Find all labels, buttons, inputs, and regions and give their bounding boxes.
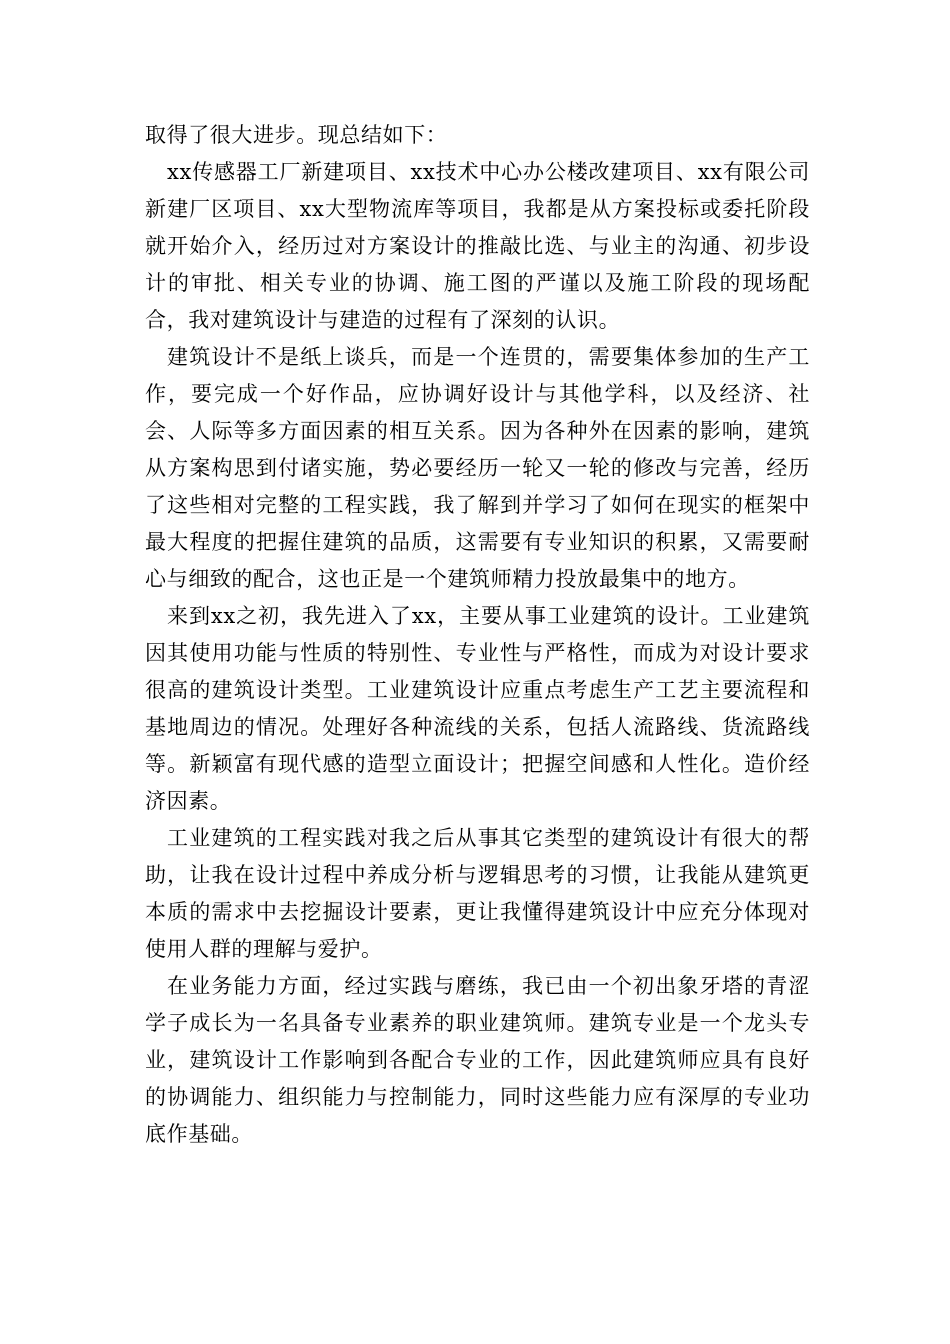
- paragraph-design-practice: 建筑设计不是纸上谈兵，而是一个连贯的，需要集体参加的生产工作，要完成一个好作品，应协调好设计与其他学科，以及经济、社会、人际等多方面因素的相互关系。因为各种外在因素的影响，建筑从方案构思到付诸实施，势必要经历一轮又一轮的修改与完善，经历了这些相对完整的工程实践，我了解到并学习了如何在现实的框架中最大程度的把握住建筑的品质，这需要有专业知识的积累，又需要耐心与细致的配合，这也正是一个建筑师精力投放最集中的地方。: [145, 345, 810, 591]
- paragraph-industrial-experience: 工业建筑的工程实践对我之后从事其它类型的建筑设计有很大的帮助，让我在设计过程中养成分析与逻辑思考的习惯，让我能从建筑更本质的需求中去挖掘设计要素，更让我懂得建筑设计中应充分体现对使用人群的理解与爱护。: [145, 826, 810, 961]
- paragraph-projects: xx传感器工厂新建项目、xx技术中心办公楼改建项目、xx有限公司新建厂区项目、xx大型物流库等项目，我都是从方案投标或委托阶段就开始介入，经历过对方案设计的推敲比选、与业主的沟通、初步设计的审批、相关专业的协调、施工图的严谨以及施工阶段的现场配合，我对建筑设计与建造的过程有了深刻的认识。: [145, 160, 810, 332]
- paragraph-industrial-design: 来到xx之初，我先进入了xx，主要从事工业建筑的设计。工业建筑因其使用功能与性质的特别性、专业性与严格性，而成为对设计要求很高的建筑设计类型。工业建筑设计应重点考虑生产工艺主要流程和基地周边的情况。处理好各种流线的关系，包括人流路线、货流路线等。新颖富有现代感的造型立面设计；把握空间感和人性化。造价经济因素。: [145, 604, 810, 813]
- paragraph-professional-ability: 在业务能力方面，经过实践与磨练，我已由一个初出象牙塔的青涩学子成长为一名具备专业素养的职业建筑师。建筑专业是一个龙头专业，建筑设计工作影响到各配合专业的工作，因此建筑师应具有良好的协调能力、组织能力与控制能力，同时这些能力应有深厚的专业功底作基础。: [145, 974, 810, 1146]
- document-body: [145, 117, 810, 1153]
- paragraph-intro: 取得了很大进步。现总结如下：: [145, 123, 448, 147]
